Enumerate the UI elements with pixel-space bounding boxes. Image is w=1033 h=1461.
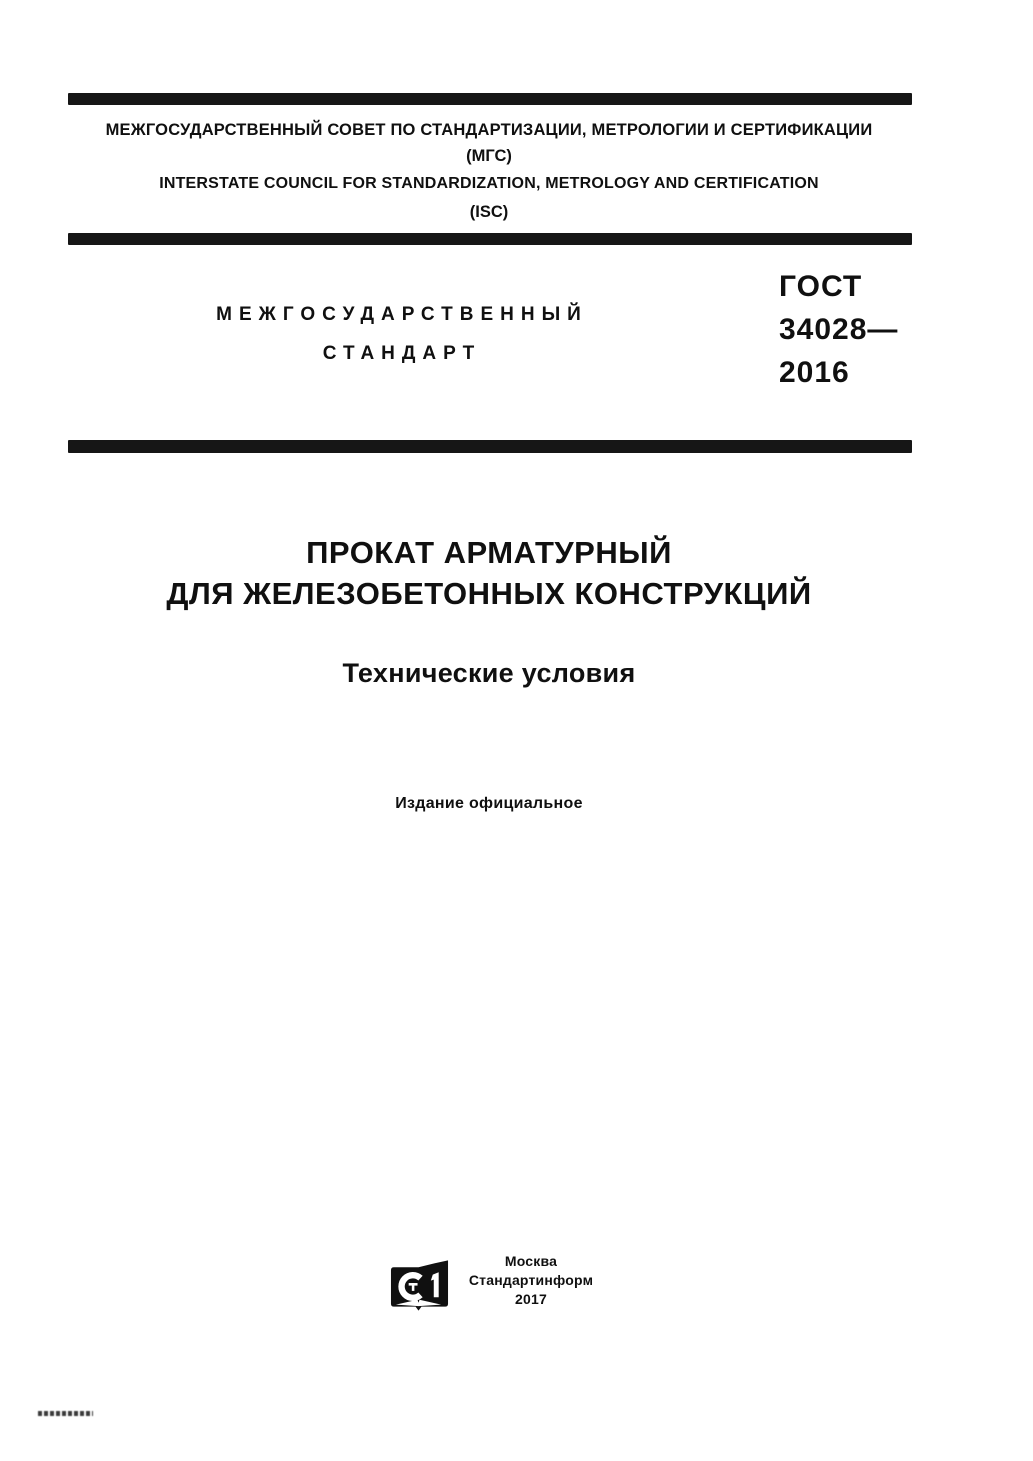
org-abbr-english: (ISC) [469,203,509,221]
org-abbr-russian: (МГС) [466,147,512,165]
middle-rule [68,233,912,245]
document-subtitle: Технические условия [342,658,636,688]
top-rule [68,93,912,105]
org-name-russian: МЕЖГОСУДАРСТВЕННЫЙ СОВЕТ ПО СТАНДАРТИЗАЦИИ, МЕТРОЛОГИИ И СЕРТИФИКАЦИИ [105,121,873,139]
corner-watermark-smudge [38,1411,93,1416]
issuing-organization [66,117,912,225]
designation-year: 2016 [779,356,850,389]
imprint-year: 2017 [515,1291,547,1307]
edition-note: Издание официальное [395,795,583,812]
standard-kind-line2: СТАНДАРТ [322,343,482,364]
imprint-publisher: Стандартинформ [468,1272,594,1288]
document-title-line2: ДЛЯ ЖЕЛЕЗОБЕТОННЫХ КОНСТРУКЦИЙ [166,576,812,611]
lower-rule [68,440,912,453]
document-title [66,532,912,614]
imprint-city: Москва [504,1253,558,1269]
standard-kind [66,295,738,373]
standartinform-logo-icon [389,1259,450,1311]
designation-number: 34028— [779,313,899,346]
standard-kind-line1: МЕЖГОСУДАРСТВЕННЫЙ [216,304,588,325]
imprint [450,1252,612,1309]
document-title-line1: ПРОКАТ АРМАТУРНЫЙ [306,535,672,570]
org-name-english: INTERSTATE COUNCIL FOR STANDARDIZATION, METROLOGY AND CERTIFICATION [159,175,819,192]
standard-designation [779,265,939,394]
designation-prefix: ГОСТ [779,270,863,303]
